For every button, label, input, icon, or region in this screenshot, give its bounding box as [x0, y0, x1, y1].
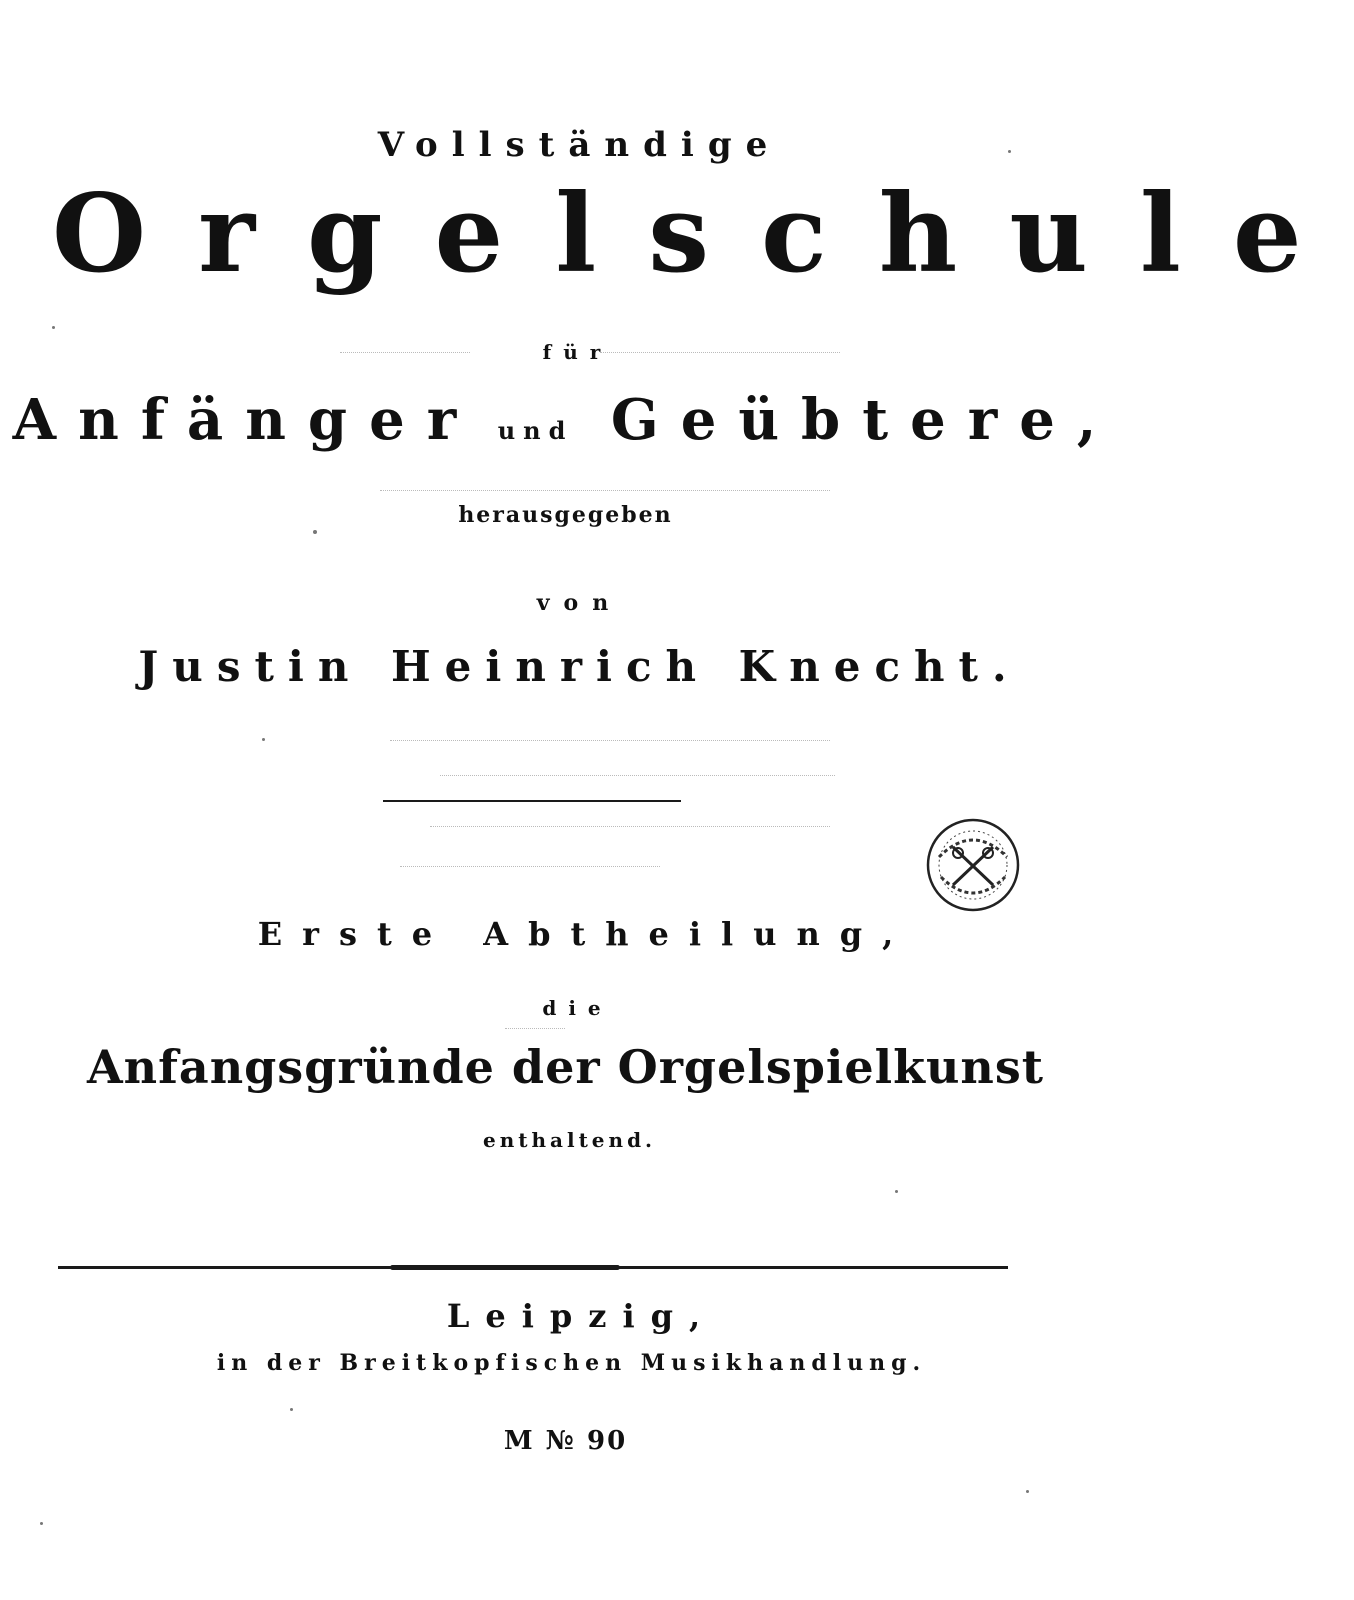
imprint-city: Leipzig,	[446, 1297, 717, 1335]
paper-speck	[895, 1190, 898, 1193]
bleed-through-mark	[440, 775, 835, 777]
bleed-through-mark	[505, 1028, 565, 1030]
title-und: und	[497, 416, 574, 445]
die-line: die	[542, 996, 613, 1020]
paper-speck	[313, 530, 317, 534]
title-line-fuer: für	[542, 340, 613, 364]
bleed-through-mark	[340, 352, 470, 354]
paper-speck	[52, 326, 55, 329]
author-name: Justin Heinrich Knecht.	[138, 642, 1021, 691]
erste-abtheilung: Erste Abtheilung,	[257, 915, 914, 953]
paper-speck	[40, 1522, 43, 1525]
von-line: von	[536, 590, 623, 616]
library-stamp-icon	[925, 817, 1021, 913]
title-geuebtere: Geübtere,	[610, 387, 1119, 453]
enthaltend-line: enthaltend.	[482, 1128, 657, 1152]
title-anfaenger: Anfänger	[12, 387, 479, 453]
title-line-vollstaendige: Vollständige	[377, 125, 782, 165]
bleed-through-mark	[430, 826, 830, 828]
short-rule	[383, 800, 681, 802]
subject-line: Anfangsgründe der Orgelspielkunst	[86, 1040, 1045, 1094]
paper-speck	[1008, 150, 1011, 153]
paper-speck	[1026, 1490, 1029, 1493]
bleed-through-mark	[380, 490, 830, 492]
imprint-publisher: in der Breitkopfischen Musikhandlung.	[216, 1350, 927, 1376]
long-rule-thick-center	[390, 1265, 620, 1270]
plate-number: M № 90	[503, 1426, 628, 1456]
paper-speck	[262, 738, 265, 741]
title-line-orgelschule: Orgelschule	[52, 171, 1354, 297]
bleed-through-mark	[390, 740, 830, 742]
paper-speck	[290, 1408, 293, 1411]
title-line-anfaenger-und-geuebtere	[0, 387, 1131, 453]
bleed-through-mark	[400, 866, 660, 868]
herausgegeben-line: herausgegeben	[458, 502, 673, 528]
bleed-through-mark	[600, 352, 840, 354]
